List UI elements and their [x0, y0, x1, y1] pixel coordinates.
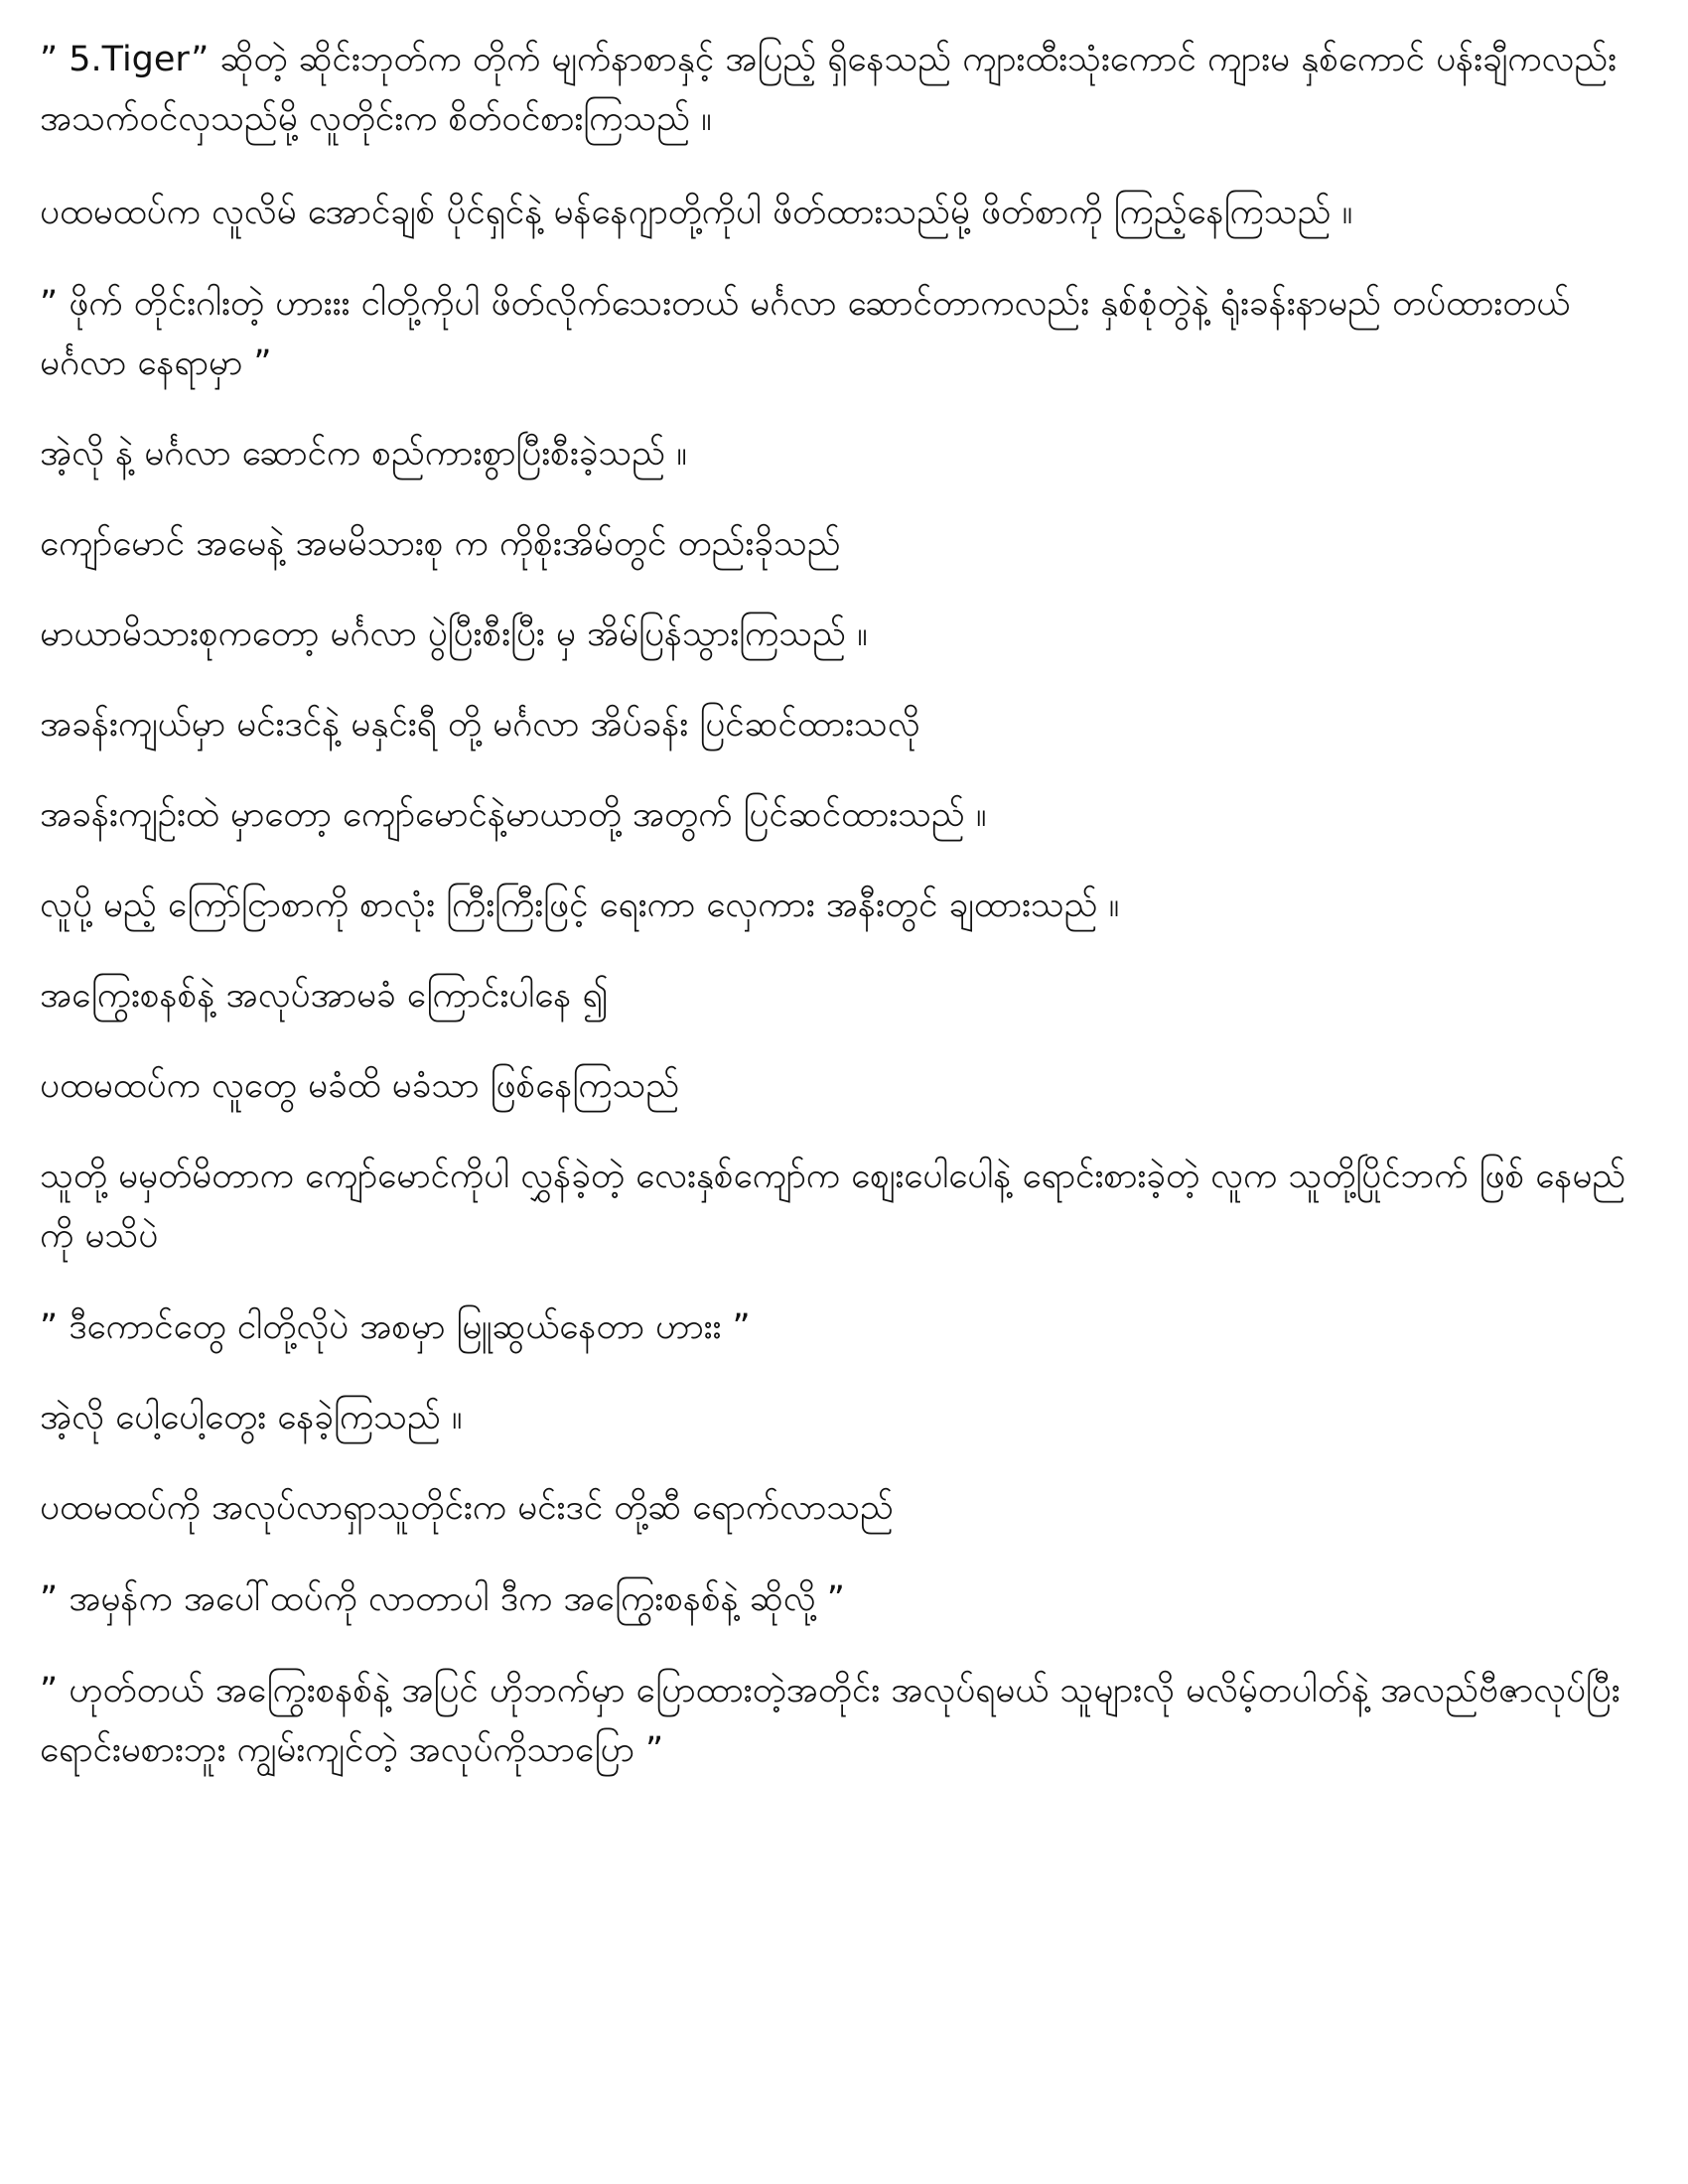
- paragraph-7: အခန်းကျယ်မှာ မင်းဒင်နဲ့ မနှင်းရီ တို့ မင်္ဂလာ အိပ်ခန်း ပြင်ဆင်ထားသလို: [40, 705, 920, 745]
- paragraph-3: ” ဖိုက် တိုင်းဂါးတဲ့ ဟားးး ငါတို့ကိုပါ ဖိတ်လိုက်သေးတယ် မင်္ဂလာ ဆောင်တာကလည်း နှစ်စုံတွဲနဲ့ ရုံးခန်းနာမည် တပ်ထားတယ် မင်္ဂလာ နေရာမှာ ”: [40, 284, 1571, 383]
- paragraph-17: ” ဟုတ်တယ် အကြွေးစနစ်နဲ့ အပြင် ဟိုဘက်မှာ ပြောထားတဲ့အတိုင်း အလုပ်ရမယ် သူများလို မလိမ့်တပါတ်နဲ့ အလည်ဗီဇာလုပ်ပြီး ရောင်းမစားဘူး ကျွမ်းကျင်တဲ့ အလုပ်ကိုသာပြော ”: [40, 1671, 1620, 1770]
- paragraph-5: ကျော်မောင် အမေနဲ့ အမမိသားစု က ကိုစိုးအိမ်တွင် တည်းခိုသည်: [40, 524, 841, 564]
- paragraph-1: ” 5.Tiger” ဆိုတဲ့ ဆိုင်းဘုတ်က တိုက် မျက်နာစာနှင့် အပြည့် ရှိနေသည် ကျားထီးသုံးကောင် ကျားမ နှစ်ကောင် ပန်းချီကလည်း အသက်ဝင်လှသည်မို့ လူတိုင်းက စိတ်ဝင်စားကြသည် ။: [40, 40, 1618, 139]
- paragraph-13: ” ဒီကောင်တွေ ငါတို့လိုပဲ အစမှာ မြူဆွယ်နေတာ ဟားး ”: [40, 1307, 751, 1347]
- paragraph-16: ” အမှန်က အပေါ်ထပ်ကို လာတာပါ ဒီက အကြွေးစနစ်နဲ့ ဆိုလို့ ”: [40, 1579, 845, 1619]
- paragraph-4: အဲ့လို နဲ့ မင်္ဂလာ ဆောင်က စည်ကားစွာပြီးစီးခဲ့သည် ။: [40, 434, 687, 474]
- paragraph-15: ပထမထပ်ကို အလုပ်လာရှာသူတိုင်းက မင်းဒင် တို့ဆီ ရောက်လာသည်: [40, 1488, 894, 1528]
- paragraph-2: ပထမထပ်က လူလိမ် အောင်ချစ် ပိုင်ရှင်နဲ့ မန်နေဂျာတို့ကိုပါ ဖိတ်ထားသည်မို့ ဖိတ်စာကို ကြည့်နေကြသည် ။: [40, 193, 1353, 232]
- paragraph-11: ပထမထပ်က လူတွေ မခံထိ မခံသာ ဖြစ်နေကြသည်: [40, 1066, 680, 1106]
- document-page: [40, 30, 1648, 1780]
- paragraph-14: အဲ့လို ပေါ့ပေါ့တွေး နေခဲ့ကြသည် ။: [40, 1398, 463, 1437]
- paragraph-6: မာယာမိသားစုကတော့ မင်္ဂလာ ပွဲပြီးစီးပြီး မှ အိမ်ပြန်သွားကြသည် ။: [40, 614, 868, 654]
- paragraph-8: အခန်းကျဉ်းထဲ မှာတော့ ကျော်မောင်နဲ့မာယာတို့ အတွက် ပြင်ဆင်ထားသည် ။: [40, 795, 987, 835]
- paragraph-9: လူပို့ မည့် ကြော်ငြာစာကို စာလုံး ကြီးကြီးဖြင့် ရေးကာ လှေကား အနီးတွင် ချထားသည် ။: [40, 886, 1120, 925]
- paragraph-12: သူတို့ မမှတ်မိတာက ကျော်မောင်ကိုပါ လွှန်ခဲ့တဲ့ လေးနှစ်ကျော်က စျေးပေါပေါနဲ့ ရောင်းစားခဲ့တဲ့ လူက သူတို့ပြိုင်ဘက် ဖြစ် နေမည်ကို မသိပဲ: [40, 1157, 1626, 1256]
- paragraph-10: အကြွေးစနစ်နဲ့ အလုပ်အာမခံ ကြောင်းပါနေ ၍: [40, 976, 609, 1016]
